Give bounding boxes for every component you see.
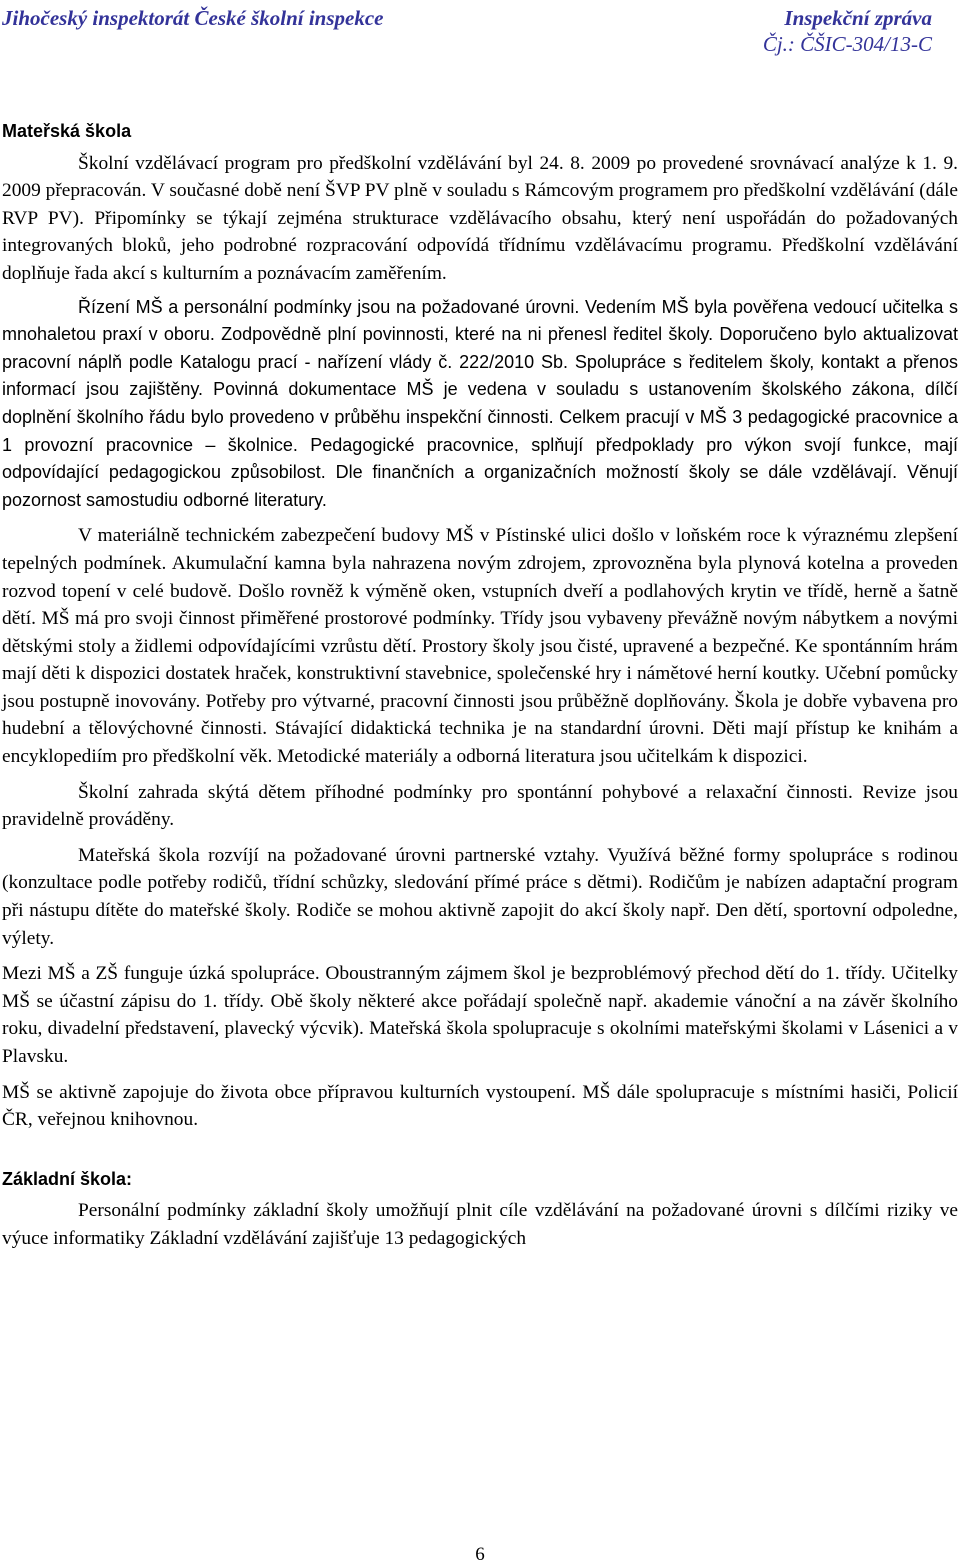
header-organization: Jihočeský inspektorát České školní inspekce bbox=[2, 6, 384, 30]
section-zakladni-skola bbox=[2, 1166, 958, 1253]
paragraph-rizeni: Řízení MŠ a personální podmínky jsou na požadované úrovni. Vedením MŠ byla pověřena vedoucí učitelka s mnohaletou praxí v oboru. Zodpovědně plní povinnosti, které na ni přenesl ředitel školy. Doporučeno bylo aktualizovat pracovní náplň podle Katalogu prací - nařízení vlády č. 222/2010 Sb. Spolupráce s ředitelem školy, kontakt a přenos informací jsou zajištěny. Povinná dokumentace MŠ je vedena v souladu s ustanovením školského zákona, dílčí doplnění školního řádu bylo provedeno v průběhu inspekční činnosti. Celkem pracují v MŠ 3 pedagogické pracovnice a 1 provozní pracovnice – školnice. Pedagogické pracovnice, splňují předpoklady pro výkon svojí funkce, mají odpovídající pedagogickou způsobilost. Dle finančních a organizačních možností školy se dále vzdělávají. Věnují pozornost samostudiu odborné literatury. bbox=[2, 296, 958, 510]
paragraph-svp: Školní vzdělávací program pro předškolní vzdělávání byl 24. 8. 2009 po provedené srovnávací analýze k 1. 9. 2009 přepracován. V současné době není ŠVP PV plně v souladu s Rámcovým programem pro předškolní vzdělávání (dále RVP PV). Připomínky se týkají zejména strukturace vzdělávacího obsahu, který není uspořádán do požadovaných integrovaných bloků, jeho podrobné rozpracování odpovídá třídnímu vzdělávacímu programu. Předškolní vzdělávání doplňuje řada akcí s kulturním a poznávacím zaměřením. bbox=[2, 152, 958, 284]
page-header bbox=[0, 0, 960, 70]
paragraph-spoluprace-ms-zs: Mezi MŠ a ZŠ funguje úzká spolupráce. Oboustranným zájmem škol je bezproblémový přechod dětí do 1. třídy. Učitelky MŠ se účastní zápisu do 1. třídy. Obě školy některé akce pořádají společně např. akademie vánoční a na závěr školního roku, divadelní představení, plavecký výcvik). Mateřská škola spolupracuje s okolními mateřskými školami v Lásenici a v Plavsku. bbox=[2, 963, 958, 1067]
section-title-materska-skola: Mateřská škola bbox=[2, 121, 132, 141]
page-number: 6 bbox=[475, 1544, 485, 1565]
paragraph-materialne-technicke: V materiálně technickém zabezpečení budovy MŠ v Pístinské ulici došlo v loňském roce k výraznému zlepšení tepelných podmínek. Akumulační kamna byla nahrazena novým zdrojem, zprovozněna byla plynová kotelna a proveden rozvod topení v celé budově. Došlo rovněž k výměně oken, vstupních dveří a podlahových krytin ve třídě, herně a šatně dětí. MŠ má pro svoji činnost přiměřené prostorové podmínky. Třídy jsou vybaveny převážně novým nábytkem a novými dětskými stoly a židlemi odpovídajícími vzrůstu dětí. Prostory školy jsou čisté, upravené a bezpečné. Ke spontánním hrám mají děti k dispozici dostatek hraček, konstruktivní stavebnice, společenské hry i námětové herní koutky. Učební pomůcky jsou postupně inovovány. Potřeby pro výtvarné, pracovní činnosti jsou průběžně doplňovány. Škola je dobře vybavena pro hudební a tělovýchovné činnosti. Stávající didaktická technika je na standardní úrovni. Děti mají přístup ke knihám a encyklopediím pro předškolní věk. Metodické materiály a odborná literatura jsou učitelkám k dispozici. bbox=[2, 525, 958, 768]
header-report-title: Inspekční zpráva bbox=[784, 6, 932, 30]
header-reference-number: Čj.: ČŠIC-304/13-C bbox=[762, 32, 932, 56]
paragraph-zivot-obce: MŠ se aktivně zapojuje do života obce přípravou kulturních vystoupení. MŠ dále spolupracuje s místními hasiči, Policií ČR, veřejnou knihovnou. bbox=[2, 1081, 958, 1131]
document-body bbox=[2, 118, 958, 1253]
paragraph-skolni-zahrada: Školní zahrada skýtá dětem příhodné podmínky pro spontánní pohybové a relaxační činnosti. Revize jsou pravidelně prováděny. bbox=[2, 781, 958, 831]
paragraph-personalni-podminky-zs: Personální podmínky základní školy umožňují plnit cíle vzdělávání na požadované úrovni s dílčími riziky ve výuce informatiky Základní vzdělávání zajišťuje 13 pedagogických bbox=[2, 1200, 958, 1249]
section-title-zakladni-skola: Základní škola: bbox=[2, 1168, 133, 1189]
paragraph-partnerske-vztahy: Mateřská škola rozvíjí na požadované úrovni partnerské vztahy. Využívá běžné formy spolupráce s rodinou (konzultace podle potřeby rodičů, třídní schůzky, sledování přímé práce s dětmi). Rodičům je nabízen adaptační program při nástupu dítěte do mateřské školy. Rodiče se mohou aktivně zapojit do akcí školy např. Den dětí, sportovní odpoledne, výlety. bbox=[2, 844, 958, 949]
section-materska-skola bbox=[2, 118, 958, 1134]
